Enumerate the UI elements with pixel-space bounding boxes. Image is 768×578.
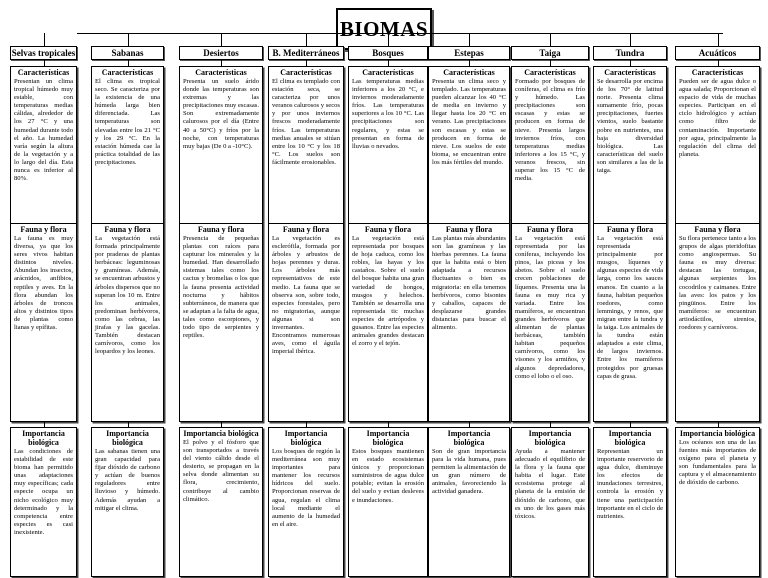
section-title: Características [524, 68, 576, 77]
fauna-flora-box [428, 223, 510, 422]
caracteristicas-text: Se desarrolla por encima de los 70° de latitud norte. Presenta clima sumamente frío, pocas precipitaciones, fuertes vientos, suelo bastante pobre en nutrientes, una baja diversidad biológica. Las características del suelo son similares a las de la taiga. [597, 78, 663, 175]
importancia-text: Son de gran importancia para la vida humana, pues permiten la alimentación de un gran número de animales, favoreciendo la actividad ganadera. [432, 448, 506, 496]
page-title-text: BIOMAS [339, 16, 429, 41]
section-title: Importancia biológica [528, 429, 572, 447]
fauna-flora-box [91, 223, 164, 422]
connector-tick [550, 33, 551, 46]
importancia-text: Los bosques de región la mediterránea son muy importantes para mantener los recursos hídricos del suelo. Proporcionan reservas de agua, regulan el clima local mediante el aumento de la humedad en el aire. [272, 448, 340, 528]
importancia-box [179, 427, 263, 577]
fauna-flora-text: La vegetación es esclerófila, formada por árboles y arbustos de hojas perennes y duras. Los árboles más representativos de este medio. La fauna que se observa son, sobre todo, especies forestales, pero no migratorias, aunque algunas si son invernantes. Encontramos numerosas aves, como el águila imperial ibérica. [272, 235, 340, 356]
section-title: Importancia biológica [608, 429, 652, 447]
section-title: Fauna y flora [364, 225, 412, 234]
connector-tick [388, 33, 389, 46]
importancia-text: El polvo y el fósforo que son transportados a través del viento cálido desde el desierto, se propagan en la selva donde alimentan su flora, crecimiento, contribuye al cambio climático. [183, 439, 259, 503]
caracteristicas-text: El clima es templado con estación seca, se caracteriza por unos veranos calurosos y secos y por unos inviernos frescos moderadamente fríos. Las temperaturas medias anuales se sitúan entre los 10 °C y los 18 °C. Los suelos son fácilmente erosionables. [272, 78, 340, 166]
biome-header: Tundra [593, 46, 667, 60]
caracteristicas-box [91, 66, 164, 224]
connector-tick [128, 33, 129, 46]
connector-tick [306, 33, 307, 46]
section-title: Características [101, 68, 154, 77]
fauna-flora-box [10, 223, 77, 422]
section-title: Importancia biológica [106, 429, 149, 447]
fauna-flora-box [179, 223, 263, 422]
caracteristicas-text: Formado por bosques de coníferas, el clima es frío y húmedo. Las precipitaciones son escasas y estas se producen en forma de nieve. Presenta largos inviernos fríos, con temperaturas medias inferiores a los 15 °C, y veranos frescos, sin superar los 15 °C de media. [515, 78, 585, 183]
caracteristicas-text: El clima es tropical seco. Se caracteriza por la existencia de una húmeda larga bien diferenciada. Las temperaturas son elevadas entre los 21 °C y los 29 °C. En la estación húmeda cae la práctica totalidad de las precipitaciones. [95, 78, 160, 166]
section-title: Características [691, 68, 744, 77]
connector-tick [44, 33, 45, 46]
section-title: Fauna y flora [104, 225, 151, 234]
biome-header: B. Mediterráneos [268, 46, 344, 60]
section-title: Fauna y flora [20, 225, 67, 234]
connector-tick [718, 33, 719, 46]
importancia-text: Estos bosques mantienen en estado ecosistemas únicos y proporcionan suministros de agua dulce potable; evitan la erosión del suelo y evitan desleves e inundaciones. [352, 448, 424, 504]
importancia-text: Las condiciones de estabilidad de este bioma han permitido unas adaptaciones muy específicas; cada especie ocupa un nicho ecológico muy determinado y la competencia entre especies es casi inexistente. [14, 448, 73, 536]
connector-tick [469, 33, 470, 46]
section-title: Características [362, 68, 414, 77]
section-title: Importancia biológica [679, 429, 756, 438]
section-title: Importancia biológica [366, 429, 410, 447]
importancia-box [91, 427, 164, 577]
section-title: Características [280, 68, 332, 77]
section-title: Importancia biológica [183, 429, 259, 438]
fauna-flora-text: La vegetación está formada principalmente por praderas de plantas herbáceas: leguminosas y gramíneas. Además, se encuentran arbustos y árboles dispersos que no superan los 10 m. Entre los animales, predominan herbívoros, como las cebras, las jirafas y las gacelas. También destacan carnívoros, como los leopardos y los leones. [95, 235, 160, 356]
fauna-flora-text: La vegetación está representada por bosques de hoja caduca, como los robles, las hayas y los castaños. Sobre el suelo del bosque habita una gran variedad de hongos, musgos y helechos. También se desarrolla una representada tic muchas especies de artrópodos y gusanos. Entre las especies animales grandes destacan el zorro y el tejón. [352, 235, 424, 348]
section-title: Fauna y flora [197, 225, 245, 234]
biome-header: Acuáticos [675, 46, 760, 60]
section-title: Fauna y flora [606, 225, 654, 234]
fauna-flora-text: Su flora pertenece tanto a los grupos de algas pteridofitas como angiospermas. Su fauna es muy diversa: destacan las tortugas, algunas serpientes los cocodrilos y caimanes. Entre las aves: los patos y los pingüinos. Entre los mamíferos: se encuentran artiodáctilos, sirenios, roedores y carnívoros. [679, 235, 756, 332]
biome-header: Taiga [511, 46, 589, 60]
section-title: Fauna y flora [526, 225, 574, 234]
caracteristicas-box [593, 66, 667, 224]
biome-header: Bosques [348, 46, 428, 60]
importancia-box [428, 427, 510, 577]
caracteristicas-box [348, 66, 428, 224]
importancia-text: Ayuda a mantener adecuado el equilibrio de la flora y la fauna que habita el lugar. Este ecosistema protege al planeta de la emisión de dióxido de carbono, que es uno de los gases más tóxicos. [515, 448, 585, 520]
section-title: Características [604, 68, 656, 77]
section-title: Importancia biológica [22, 429, 65, 447]
section-title: Fauna y flora [282, 225, 330, 234]
fauna-flora-box [268, 223, 344, 422]
fauna-flora-text: La vegetación está representada principalmente por musgos, líquenes y algunas especies de vida larga, como los sauces enanos. En cuanto a la fauna, habitan pequeños roedores, como lemmings, y renos, que migran entre la tundra y la taiga. Los animales de la tundra están adaptados a este clima, de largos inviernos. Entre los mamíferos protegidos por gruesas capas de grasa. [597, 235, 663, 380]
importancia-box [10, 427, 77, 577]
section-title: Características [17, 68, 70, 77]
biome-header: Desiertos [179, 46, 263, 60]
caracteristicas-text: Las temperaturas medias inferiores a los 20 °C, e inviernos moderadamente fríos. Las temperaturas superiores a los 10 °C. Las precipitaciones son regulares, y estas se presentan en forma de lluvias o nevados. [352, 78, 424, 150]
importancia-text: Los océanos son una de las fuentes más importantes de oxígeno para el planeta y son fundamentales para la captura y el almacenamiento de dióxido de carbono. [679, 439, 756, 487]
fauna-flora-text: Las plantas más abundantes son las gramíneas y las hierbas perennes. La fauna que la habita está o bien adaptada a recursos fluctuantes o bien es migratoria: en ella tenemos herbívoros, como bisontes y caballos, capaces de desplazarse grandes distancias para buscar el alimento. [432, 235, 506, 332]
caracteristicas-box [10, 66, 77, 224]
section-title: Fauna y flora [445, 225, 493, 234]
fauna-flora-text: La vegetación está representada por las coníferas, incluyendo los pinos, las piceas y los abetos. Sobre el suelo crecen poblaciones de líquenes. Presenta una la fauna es muy rica y variada. Entre los mamíferos, se encuentran grandes herbívoros que alimentan de plantas herbáceas, también habitan pequeños carnívoros, como los visones y los armiños, y algunos depredadores, como el lobo o el oso. [515, 235, 585, 380]
section-title: Características [443, 68, 495, 77]
connector-tick [630, 33, 631, 46]
section-title: Importancia biológica [447, 429, 491, 447]
caracteristicas-text: Presentan un clima tropical húmedo muy estable, con temperaturas medias cálidas, alrededor de los 27 °C y una humedad durante todo el año. La humedad varía según la altura de la vegetación y a lo largo del día. Esta nunca es inferior al 80%. [14, 78, 73, 183]
fauna-flora-text: Presencia de pequeñas plantas con raíces para capturar los minerales y la humedad. Han desarrollado sistemas tales como los cactus y bromelias o los que la fauna presenta actividad nocturna y hábitos subterráneos, de manera que se adaptan a la falta de agua, tales como escorpiones, y todo tipo de serpientes y reptiles. [183, 235, 259, 340]
importancia-box [268, 427, 344, 577]
fauna-flora-box [593, 223, 667, 422]
connector-tick [221, 33, 222, 46]
importancia-box [511, 427, 589, 577]
biome-header: Estepas [428, 46, 510, 60]
connector-line [77, 33, 723, 34]
section-title: Características [195, 68, 247, 77]
caracteristicas-text: Pueden ser de agua dulce o agua salada; Proporcionan el espacio de vida de muchas especies. Participan en el ciclo hidrológico y actúan como filtro de contaminación. Importante por agua, principalmente la regulación del clima del planeta. [679, 78, 756, 158]
caracteristicas-box [428, 66, 510, 224]
section-title: Importancia biológica [284, 429, 328, 447]
fauna-flora-box [675, 223, 760, 422]
importancia-box [348, 427, 428, 577]
caracteristicas-box [511, 66, 589, 224]
fauna-flora-box [511, 223, 589, 422]
importancia-box [675, 427, 760, 577]
caracteristicas-text: Presenta un clima seco y templado. Las temperaturas pueden alcanzar los 40 °C de media en invierno y llegar hasta los 20 °C en verano. Las precipitaciones son escasas y estas se producen en forma de nieve. Los suelos de este bioma, se encuentran entre los más fértiles del mundo. [432, 78, 506, 166]
caracteristicas-box [675, 66, 760, 224]
caracteristicas-text: Presenta un suelo árido donde las temperaturas son extremas y las precipitaciones muy escasas. Son extremadamente calurosos por el día (Entre 40 a 50°C) y fríos por la noche, con temperaturas muy bajas (De 0 a -10°C). [183, 78, 259, 150]
biome-header: Sabanas [91, 46, 164, 60]
fauna-flora-box [348, 223, 428, 422]
biome-header: Selvas tropicales [11, 48, 76, 58]
page-title [336, 8, 432, 50]
caracteristicas-box [268, 66, 344, 224]
importancia-text: Las sabanas tienen una gran capacidad para fijar dióxido de carbono y actúan de buenos reguladores entre lluvioso y húmedo. Además ayudan a mitigar el clima. [95, 448, 160, 512]
caracteristicas-box [179, 66, 263, 224]
fauna-flora-text: La fauna es muy diversa, ya que los seres vivos habitan distintos niveles. Abundan los insectos, arácnidos, anfibios, reptiles y aves. En la flora abundan los árboles de troncos altos y distintos tipos de plantas como lianas y epífitas. [14, 235, 73, 332]
importancia-box [593, 427, 667, 577]
importancia-text: Representan un importante reservorio de agua dulce, disminuye los efectos de inundaciones terrestres, controla la erosión y tiene una participación importante en el ciclo de nutrientes. [597, 448, 663, 520]
section-title: Fauna y flora [694, 225, 741, 234]
